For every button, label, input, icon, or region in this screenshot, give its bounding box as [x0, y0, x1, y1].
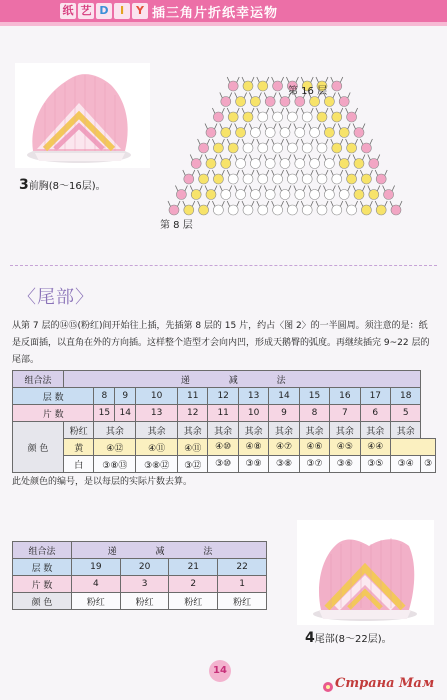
table-cell: 粉红 — [169, 593, 218, 610]
header-tile: I — [114, 3, 130, 19]
table-cell: 其余 — [269, 422, 299, 439]
diagram-piece — [191, 190, 201, 200]
header-tile: 纸 — [60, 3, 76, 19]
diagram-piece — [287, 112, 297, 122]
diagram-piece — [324, 190, 334, 200]
method-label: 组合法 — [13, 542, 72, 559]
diagram-piece — [339, 128, 349, 138]
diagram-piece — [250, 190, 260, 200]
diagram-piece — [228, 81, 238, 91]
table-cell: ④⑩ — [208, 439, 238, 456]
table-row — [13, 559, 267, 576]
page-header — [0, 0, 447, 22]
table-cell: ③④ — [391, 456, 421, 473]
diagram-piece — [184, 205, 194, 215]
diagram-piece — [332, 174, 342, 184]
diagram-piece — [339, 190, 349, 200]
diagram-piece — [243, 174, 253, 184]
color-label: 颜 色 — [13, 422, 64, 473]
photo-front-caption — [19, 177, 106, 193]
table-row — [13, 422, 436, 439]
table-cell: ④⑪ — [178, 439, 208, 456]
diagram-piece — [273, 205, 283, 215]
diagram-piece — [324, 159, 334, 169]
table-cell: ③⑧ — [269, 456, 299, 473]
table-cell: 粉红 — [72, 593, 121, 610]
table-cell: 14 — [115, 405, 136, 422]
table-cell: ③⑤ — [360, 456, 390, 473]
pieces-label: 片 数 — [13, 405, 94, 422]
table-cell: ③⑥ — [330, 456, 360, 473]
diagram-piece — [243, 205, 253, 215]
method-value: 递 减 法 — [64, 371, 421, 388]
diagram-piece — [302, 112, 312, 122]
method-label: 组合法 — [13, 371, 64, 388]
table-cell: 19 — [72, 559, 121, 576]
diagram-piece — [221, 190, 231, 200]
diagram-piece — [354, 159, 364, 169]
diagram-piece — [213, 205, 223, 215]
table-row — [13, 405, 436, 422]
diagram-piece — [295, 128, 305, 138]
diagram-piece — [228, 205, 238, 215]
table-cell: 其余 — [136, 422, 178, 439]
yellow-label: 黄 — [64, 439, 94, 456]
table-cell: ④⑫ — [94, 439, 136, 456]
diagram-piece — [243, 81, 253, 91]
caption-text: 前胸(8～16层)。 — [28, 181, 106, 192]
diagram-piece — [199, 143, 209, 153]
table-row — [13, 593, 267, 610]
diagram-piece — [184, 174, 194, 184]
photo-tail — [297, 520, 434, 625]
diagram-piece — [347, 174, 357, 184]
diagram-piece — [258, 81, 268, 91]
table-row — [13, 388, 436, 405]
diagram-piece — [302, 205, 312, 215]
table-cell: 10 — [238, 405, 268, 422]
header-tile: Y — [132, 3, 148, 19]
table-cell: 粉红 — [64, 422, 94, 439]
diagram-piece — [317, 143, 327, 153]
table-cell: 其余 — [299, 422, 329, 439]
section-title: 〈尾部〉 — [18, 287, 94, 308]
diagram-piece — [302, 174, 312, 184]
table-cell: ③⑨ — [238, 456, 268, 473]
diagram-piece — [339, 97, 349, 107]
diagram-piece — [206, 128, 216, 138]
diagram-piece — [169, 205, 179, 215]
diagram-piece — [287, 143, 297, 153]
diagram-piece — [369, 190, 379, 200]
diagram-piece — [236, 190, 246, 200]
diagram-piece — [354, 190, 364, 200]
table-cell: 13 — [136, 405, 178, 422]
table-cell: 1 — [218, 576, 267, 593]
diagram-piece — [280, 190, 290, 200]
table-cell: 9 — [115, 388, 136, 405]
photo-front-chest — [15, 63, 150, 168]
diagram-piece — [287, 174, 297, 184]
table-cell: 5 — [391, 405, 421, 422]
diagram-piece — [236, 97, 246, 107]
diagram-piece — [332, 112, 342, 122]
diagram-piece — [347, 112, 357, 122]
diagram-piece — [317, 205, 327, 215]
table-cell: ④⑦ — [269, 439, 299, 456]
diagram-piece — [228, 143, 238, 153]
diagram-piece — [332, 205, 342, 215]
pieces-label: 片 数 — [13, 576, 72, 593]
table-cell: 13 — [238, 388, 268, 405]
table-cell: 11 — [208, 405, 238, 422]
table-cell: 其余 — [208, 422, 238, 439]
diagram-piece — [236, 159, 246, 169]
table-cell: 其余 — [330, 422, 360, 439]
table-cell: ④⑥ — [299, 439, 329, 456]
label-layer-8: 第 8 层 — [160, 220, 193, 231]
table-cell: 7 — [330, 405, 360, 422]
diagram-piece — [332, 81, 342, 91]
diagram-piece — [206, 159, 216, 169]
caption-number: 3 — [19, 177, 29, 193]
diagram-piece — [243, 112, 253, 122]
label-layer-16: 第 16 层 — [288, 86, 328, 97]
table-cell: 12 — [178, 405, 208, 422]
table-row — [13, 439, 436, 456]
table-cell: 21 — [169, 559, 218, 576]
diagram-piece — [176, 190, 186, 200]
white-label: 白 — [64, 456, 94, 473]
diagram-piece — [332, 143, 342, 153]
table-cell: 3 — [120, 576, 169, 593]
diagram-piece — [213, 174, 223, 184]
table-cell: 22 — [218, 559, 267, 576]
diagram-piece — [258, 143, 268, 153]
diagram-piece — [199, 174, 209, 184]
diagram-piece — [250, 97, 260, 107]
layers-label: 层 数 — [13, 559, 72, 576]
photo-tail-caption — [305, 630, 392, 646]
diagram-piece — [347, 143, 357, 153]
diagram-piece — [280, 159, 290, 169]
diagram-piece — [295, 190, 305, 200]
diagram-piece — [258, 174, 268, 184]
diagram-piece — [310, 128, 320, 138]
table-cell: ③⑫ — [178, 456, 208, 473]
table-cell: 17 — [360, 388, 390, 405]
diagram-piece — [221, 97, 231, 107]
caption-number: 4 — [305, 630, 315, 646]
diagram-piece — [310, 159, 320, 169]
table-note: 此处颜色的编号，是以每层的实际片数去算。 — [12, 477, 193, 487]
table-cell: 18 — [391, 388, 421, 405]
header-tile: D — [96, 3, 112, 19]
diagram-piece — [243, 143, 253, 153]
watermark: Страна Мам — [335, 676, 435, 691]
diagram-piece — [273, 174, 283, 184]
table-cell: ③ — [421, 456, 436, 473]
diagram-piece — [310, 190, 320, 200]
diagram-piece — [273, 112, 283, 122]
diagram-piece — [199, 205, 209, 215]
diagram-piece — [213, 143, 223, 153]
diagram-piece — [265, 190, 275, 200]
diagram-piece — [376, 174, 386, 184]
diagram-piece — [369, 159, 379, 169]
diagram-piece — [265, 159, 275, 169]
diagram-piece — [302, 143, 312, 153]
diagram-piece — [295, 97, 305, 107]
diagram-piece — [228, 174, 238, 184]
table-cell: 其余 — [238, 422, 268, 439]
table-cell: 10 — [136, 388, 178, 405]
header-strip — [0, 22, 447, 26]
table-cell: 11 — [178, 388, 208, 405]
diagram-piece — [361, 143, 371, 153]
table-cell: 粉红 — [218, 593, 267, 610]
diagram-piece — [265, 128, 275, 138]
diagram-piece — [221, 128, 231, 138]
table-cell: 其余 — [391, 422, 421, 439]
table-cell: 12 — [208, 388, 238, 405]
diagram-piece — [384, 190, 394, 200]
diagram-piece — [339, 159, 349, 169]
diagram-piece — [354, 128, 364, 138]
diagram-piece — [250, 159, 260, 169]
page-number: 14 — [209, 660, 231, 682]
color-label: 颜 色 — [13, 593, 72, 610]
instruction-paragraph: 从第 7 层的⑭⑮(粉红)间开始往上插，先插第 8 层的 15 片，约占〈图 2〉的一半圆周。须注意的是：纸是反面插，以直角在外的方向插。这样整个造型才会向内凹，形成天鹅臀的弧度。再继续插完 9~22 层的尾部。 — [12, 321, 430, 365]
table-cell: 9 — [269, 405, 299, 422]
table-cell: ③⑧⑬ — [94, 456, 136, 473]
diagram-piece — [280, 128, 290, 138]
table-cell: 粉红 — [120, 593, 169, 610]
caption-text: 尾部(8～22层)。 — [314, 634, 392, 645]
diagram-piece — [324, 97, 334, 107]
table-cell: ④⑪ — [136, 439, 178, 456]
table-cell: 2 — [169, 576, 218, 593]
diagram-piece — [273, 81, 283, 91]
diagram-piece — [258, 205, 268, 215]
diagram-piece — [206, 190, 216, 200]
table-row — [13, 576, 267, 593]
table-cell: ③⑧⑫ — [136, 456, 178, 473]
table-cell: 20 — [120, 559, 169, 576]
diagram-piece — [265, 97, 275, 107]
table-cell: 其余 — [178, 422, 208, 439]
table-cell: 4 — [72, 576, 121, 593]
diagram-piece — [361, 205, 371, 215]
diagram-piece — [191, 159, 201, 169]
table-cell: 其余 — [360, 422, 390, 439]
table-cell: ③⑩ — [208, 456, 238, 473]
diagram-piece — [391, 205, 401, 215]
table-cell: 6 — [360, 405, 390, 422]
table-cell: 8 — [94, 388, 115, 405]
layer-table-1 — [12, 370, 436, 473]
diagram-piece — [213, 112, 223, 122]
diagram-piece — [347, 205, 357, 215]
diagram-piece — [317, 112, 327, 122]
diagram-piece — [250, 128, 260, 138]
diagram-piece — [376, 205, 386, 215]
diagram-piece — [258, 112, 268, 122]
diagram-piece — [273, 143, 283, 153]
layer-table-2 — [12, 541, 267, 610]
diagram-piece — [295, 159, 305, 169]
diagram-piece — [228, 112, 238, 122]
diagram-piece — [280, 97, 290, 107]
diagram-piece — [361, 174, 371, 184]
header-tile: 艺 — [78, 3, 94, 19]
table-cell: 14 — [269, 388, 299, 405]
diagram-piece — [310, 97, 320, 107]
diagram-piece — [324, 128, 334, 138]
table-cell: 15 — [94, 405, 115, 422]
diagram-piece — [317, 174, 327, 184]
table-cell: ③⑦ — [299, 456, 329, 473]
header-title: 插三角片折纸幸运物 — [152, 6, 279, 21]
layers-label: 层 数 — [13, 388, 94, 405]
diagram-piece — [221, 159, 231, 169]
method-value: 递 减 法 — [72, 542, 267, 559]
table-cell: ④⑤ — [330, 439, 360, 456]
table-cell: 8 — [299, 405, 329, 422]
diagram-piece — [287, 205, 297, 215]
table-cell: 16 — [330, 388, 360, 405]
table-cell: 其余 — [94, 422, 136, 439]
table-row — [13, 456, 436, 473]
table-cell — [391, 439, 436, 456]
table-cell: 15 — [299, 388, 329, 405]
table-cell: ④④ — [360, 439, 390, 456]
section-divider — [10, 265, 437, 266]
table-cell: ④⑧ — [238, 439, 268, 456]
diagram-piece — [236, 128, 246, 138]
